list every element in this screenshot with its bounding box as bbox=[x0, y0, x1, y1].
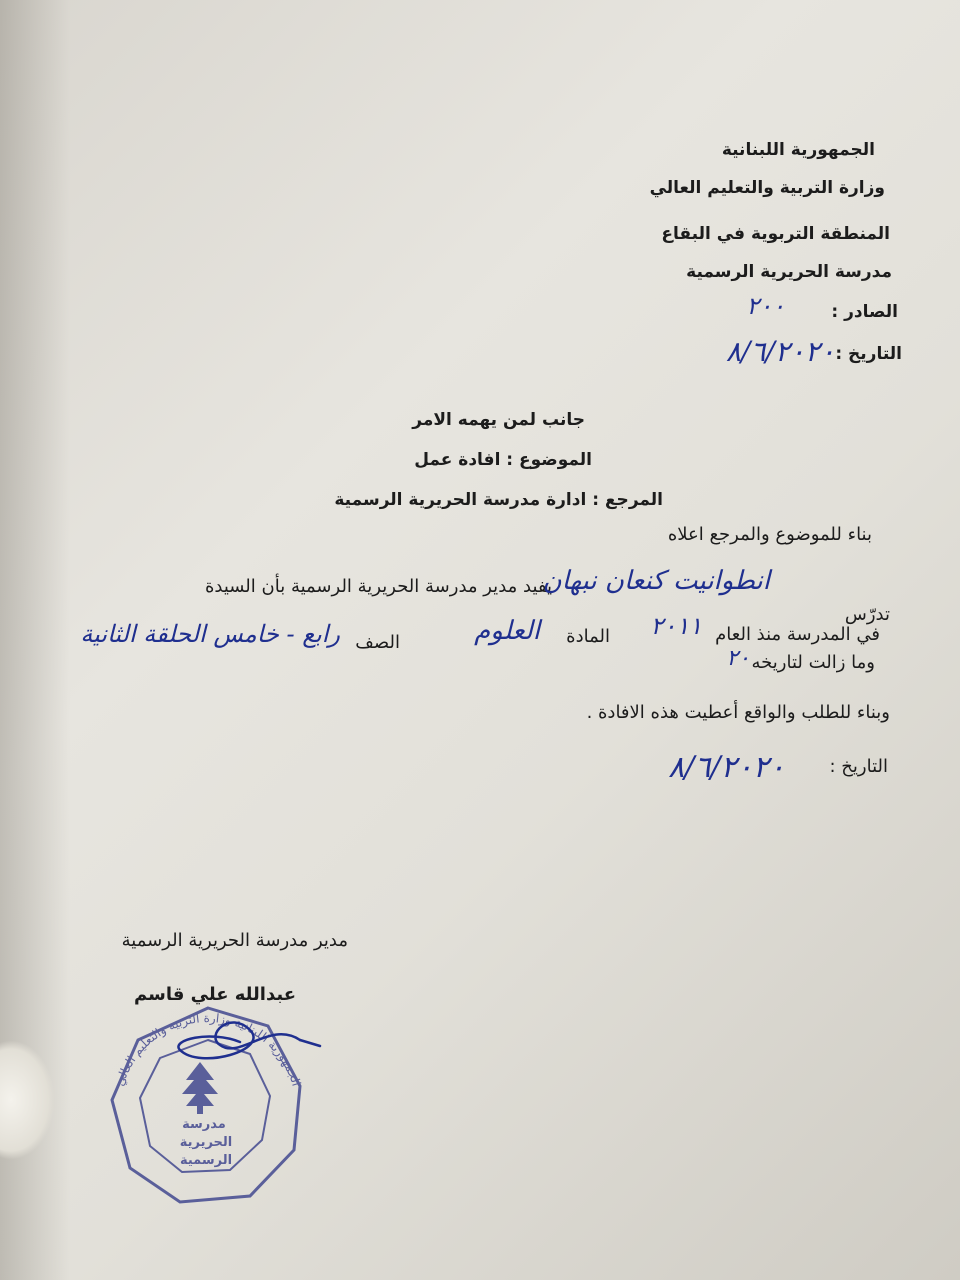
addressee: جانب لمن يهمه الامر bbox=[412, 410, 585, 430]
principal-name: عبدالله علي قاسم bbox=[134, 984, 296, 1005]
header-ministry: وزارة التربية والتعليم العالي bbox=[649, 178, 885, 198]
stamp-center-line1: مدرسة bbox=[182, 1117, 226, 1132]
principal-title: مدير مدرسة الحريرية الرسمية bbox=[121, 930, 348, 951]
class-handwritten: رابع - خامس الحلقة الثانية bbox=[80, 620, 340, 648]
teacher-name-handwritten: انطوانيت كنعان نبهان bbox=[542, 566, 770, 596]
footer-date-handwritten: ٨/٦/٢٠٢٠ bbox=[668, 750, 785, 785]
cedar-icon bbox=[182, 1062, 218, 1114]
stamp-outer-text: الجمهورية اللبنانية وزارة التربية والتعليم العالي bbox=[112, 1010, 304, 1088]
reference: المرجع : ادارة مدرسة الحريرية الرسمية bbox=[334, 490, 663, 510]
header-country: الجمهورية اللبنانية bbox=[721, 140, 875, 160]
stamp-center-line2: الحريرية bbox=[179, 1135, 233, 1150]
header-date-handwritten: ٨/٦/٢٠٢٠ bbox=[725, 335, 835, 368]
until-date-handwritten: ٢٠ bbox=[726, 646, 750, 671]
stamp-center-line3: الرسمية bbox=[179, 1153, 233, 1168]
body-line1-suffix: تدرّس bbox=[844, 604, 890, 625]
body-line3-prefix: وما زالت لتاريخه bbox=[751, 652, 875, 673]
subject-label: المادة bbox=[566, 626, 610, 647]
subject: الموضوع : افادة عمل bbox=[414, 450, 592, 470]
header-region: المنطقة التربوية في البقاع bbox=[661, 224, 890, 244]
class-label: الصف bbox=[355, 632, 400, 653]
footer-date-label: التاريخ : bbox=[829, 756, 888, 777]
body-line1-prefix: يفيد مدير مدرسة الحريرية الرسمية بأن السيدة bbox=[204, 576, 552, 597]
start-year-handwritten: ٢٠١١ bbox=[650, 612, 702, 640]
body-intro: بناء للموضوع والمرجع اعلاه bbox=[667, 524, 872, 545]
subject-handwritten: العلوم bbox=[474, 616, 540, 646]
header-school: مدرسة الحريرية الرسمية bbox=[686, 262, 892, 282]
body-line2-prefix: في المدرسة منذ العام bbox=[715, 624, 880, 645]
issued-label: الصادر : bbox=[831, 302, 898, 322]
header-date-label: التاريخ : bbox=[835, 344, 902, 364]
issued-number-handwritten: ٢٠٠ bbox=[746, 292, 785, 320]
body-closing: وبناء للطلب والواقع أعطيت هذه الافادة . bbox=[586, 702, 890, 723]
